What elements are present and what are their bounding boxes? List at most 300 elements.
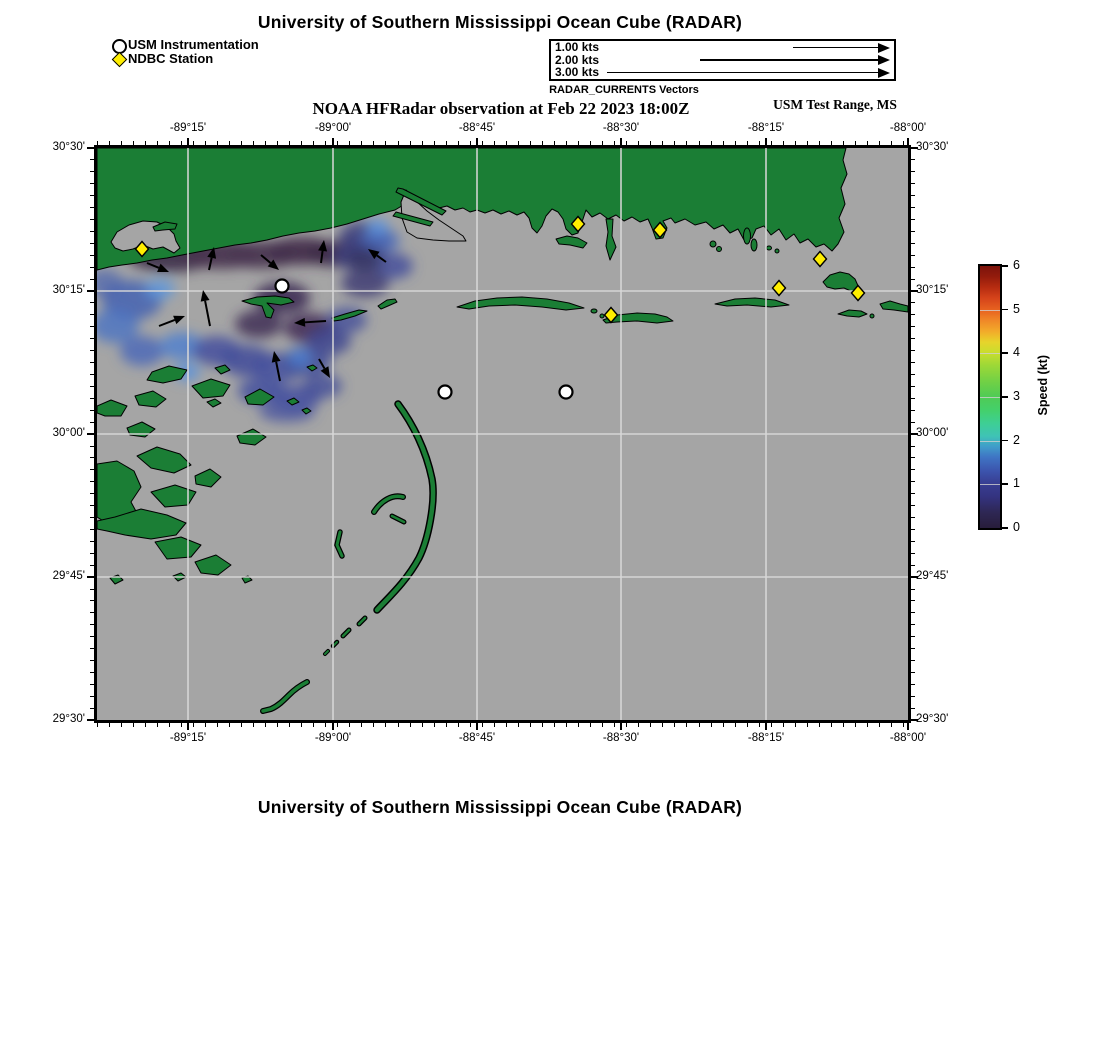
major-tick bbox=[620, 723, 622, 730]
colorbar-tick bbox=[1002, 440, 1008, 442]
minor-tick bbox=[90, 612, 94, 613]
minor-tick bbox=[614, 723, 615, 727]
page-title: University of Southern Mississippi Ocean Cube (RADAR) bbox=[257, 12, 743, 32]
minor-tick bbox=[90, 529, 94, 530]
scale-arrowhead-icon bbox=[878, 43, 890, 53]
minor-tick bbox=[434, 723, 435, 727]
islet bbox=[744, 228, 751, 244]
minor-tick bbox=[458, 141, 459, 145]
lon-tick-label: -88°00' bbox=[889, 732, 927, 744]
colorbar-tick bbox=[1002, 352, 1008, 354]
minor-tick bbox=[90, 684, 94, 685]
minor-tick bbox=[911, 469, 915, 470]
major-tick bbox=[87, 433, 94, 435]
legend-label-ndbc: NDBC Station bbox=[128, 51, 214, 66]
colorbar-gridline bbox=[980, 484, 1000, 485]
minor-tick bbox=[911, 446, 915, 447]
minor-tick bbox=[843, 723, 844, 727]
usm-instrument-marker bbox=[439, 386, 452, 399]
minor-tick bbox=[602, 723, 603, 727]
minor-tick bbox=[90, 326, 94, 327]
minor-tick bbox=[121, 723, 122, 727]
minor-tick bbox=[145, 723, 146, 727]
minor-tick bbox=[301, 141, 302, 145]
minor-tick bbox=[771, 141, 772, 145]
minor-tick bbox=[903, 141, 904, 145]
minor-tick bbox=[911, 624, 915, 625]
minor-tick bbox=[879, 723, 880, 727]
minor-tick bbox=[638, 723, 639, 727]
lon-tick-label: -88°15' bbox=[747, 732, 785, 744]
colorbar-tick-label: 0 bbox=[1013, 520, 1020, 534]
minor-tick bbox=[361, 723, 362, 727]
minor-tick bbox=[506, 141, 507, 145]
minor-tick bbox=[482, 141, 483, 145]
minor-tick bbox=[735, 141, 736, 145]
scale-arrow-shaft bbox=[700, 59, 878, 61]
minor-tick bbox=[422, 723, 423, 727]
minor-tick bbox=[554, 723, 555, 727]
minor-tick bbox=[90, 696, 94, 697]
minor-tick bbox=[911, 302, 915, 303]
minor-tick bbox=[711, 141, 712, 145]
lat-tick-label: 30°00' bbox=[916, 427, 949, 439]
minor-tick bbox=[193, 141, 194, 145]
lon-tick-label: -88°15' bbox=[747, 122, 785, 134]
minor-tick bbox=[90, 553, 94, 554]
minor-tick bbox=[831, 723, 832, 727]
minor-tick bbox=[843, 141, 844, 145]
minor-tick bbox=[911, 505, 915, 506]
minor-tick bbox=[674, 141, 675, 145]
minor-tick bbox=[911, 636, 915, 637]
minor-tick bbox=[911, 374, 915, 375]
minor-tick bbox=[867, 723, 868, 727]
minor-tick bbox=[90, 446, 94, 447]
minor-tick bbox=[90, 231, 94, 232]
lon-tick-label: -88°30' bbox=[602, 122, 640, 134]
colorbar-tick bbox=[1002, 527, 1008, 529]
minor-tick bbox=[911, 589, 915, 590]
minor-tick bbox=[626, 141, 627, 145]
minor-tick bbox=[530, 723, 531, 727]
ndbc-station-icon bbox=[112, 52, 128, 68]
vector-shaft bbox=[305, 321, 326, 322]
minor-tick bbox=[911, 565, 915, 566]
minor-tick bbox=[795, 141, 796, 145]
minor-tick bbox=[90, 505, 94, 506]
minor-tick bbox=[506, 723, 507, 727]
minor-tick bbox=[638, 141, 639, 145]
minor-tick bbox=[807, 141, 808, 145]
minor-tick bbox=[289, 141, 290, 145]
minor-tick bbox=[911, 231, 915, 232]
scale-row-label: 1.00 kts bbox=[555, 40, 600, 54]
minor-tick bbox=[193, 723, 194, 727]
minor-tick bbox=[711, 723, 712, 727]
minor-tick bbox=[911, 362, 915, 363]
minor-tick bbox=[855, 723, 856, 727]
minor-tick bbox=[855, 141, 856, 145]
minor-tick bbox=[747, 141, 748, 145]
major-tick bbox=[907, 723, 909, 730]
minor-tick bbox=[109, 723, 110, 727]
islet bbox=[751, 239, 757, 251]
minor-tick bbox=[90, 624, 94, 625]
minor-tick bbox=[458, 723, 459, 727]
minor-tick bbox=[265, 141, 266, 145]
minor-tick bbox=[217, 723, 218, 727]
minor-tick bbox=[373, 723, 374, 727]
minor-tick bbox=[90, 493, 94, 494]
minor-tick bbox=[90, 267, 94, 268]
minor-tick bbox=[699, 141, 700, 145]
minor-tick bbox=[90, 708, 94, 709]
scale-arrowhead-icon bbox=[878, 55, 890, 65]
major-tick bbox=[332, 138, 334, 145]
minor-tick bbox=[90, 219, 94, 220]
speed-field-cell bbox=[288, 349, 312, 367]
minor-tick bbox=[911, 338, 915, 339]
lat-tick-label: 29°30' bbox=[52, 713, 85, 725]
bottom-title: University of Southern Mississippi Ocean Cube (RADAR) bbox=[257, 797, 743, 817]
minor-tick bbox=[911, 410, 915, 411]
minor-tick bbox=[911, 171, 915, 172]
islet bbox=[775, 249, 779, 253]
islet bbox=[767, 246, 772, 250]
minor-tick bbox=[911, 422, 915, 423]
minor-tick bbox=[819, 141, 820, 145]
minor-tick bbox=[795, 723, 796, 727]
scale-row-label: 2.00 kts bbox=[555, 52, 600, 67]
minor-tick bbox=[90, 171, 94, 172]
minor-tick bbox=[229, 723, 230, 727]
major-tick bbox=[765, 138, 767, 145]
minor-tick bbox=[337, 723, 338, 727]
legend bbox=[110, 36, 330, 68]
minor-tick bbox=[554, 141, 555, 145]
minor-tick bbox=[301, 723, 302, 727]
minor-tick bbox=[90, 660, 94, 661]
minor-tick bbox=[911, 612, 915, 613]
major-tick bbox=[765, 723, 767, 730]
minor-tick bbox=[229, 141, 230, 145]
minor-tick bbox=[90, 243, 94, 244]
minor-tick bbox=[699, 723, 700, 727]
minor-tick bbox=[90, 279, 94, 280]
islet bbox=[710, 241, 716, 247]
vectors-caption: RADAR_CURRENTS Vectors bbox=[549, 84, 699, 96]
minor-tick bbox=[133, 723, 134, 727]
major-tick bbox=[907, 138, 909, 145]
major-tick bbox=[187, 138, 189, 145]
minor-tick bbox=[241, 141, 242, 145]
minor-tick bbox=[277, 723, 278, 727]
colorbar-gridline bbox=[980, 397, 1000, 398]
minor-tick bbox=[470, 141, 471, 145]
minor-tick bbox=[90, 374, 94, 375]
colorbar-tick bbox=[1002, 396, 1008, 398]
minor-tick bbox=[90, 600, 94, 601]
islet bbox=[591, 309, 597, 313]
speed-colorbar bbox=[978, 264, 1002, 530]
colorbar-tick bbox=[1002, 265, 1008, 267]
minor-tick bbox=[911, 684, 915, 685]
legend-label-usm: USM Instrumentation bbox=[128, 37, 259, 52]
minor-tick bbox=[325, 141, 326, 145]
lon-tick-label: -88°30' bbox=[602, 732, 640, 744]
major-tick bbox=[332, 723, 334, 730]
minor-tick bbox=[911, 314, 915, 315]
minor-tick bbox=[662, 723, 663, 727]
minor-tick bbox=[911, 553, 915, 554]
minor-tick bbox=[911, 648, 915, 649]
minor-tick bbox=[723, 141, 724, 145]
minor-tick bbox=[911, 708, 915, 709]
observation-subtitle: NOAA HFRadar observation at Feb 22 2023 18:00Z bbox=[312, 99, 690, 118]
minor-tick bbox=[90, 672, 94, 673]
minor-tick bbox=[410, 723, 411, 727]
colorbar-tick-label: 5 bbox=[1013, 301, 1020, 316]
major-tick bbox=[87, 290, 94, 292]
lon-tick-label: -89°15' bbox=[169, 732, 207, 744]
minor-tick bbox=[90, 255, 94, 256]
major-tick bbox=[87, 147, 94, 149]
minor-tick bbox=[349, 723, 350, 727]
minor-tick bbox=[97, 723, 98, 727]
colorbar-tick-label: 4 bbox=[1013, 345, 1020, 360]
speed-field-cell bbox=[367, 219, 389, 235]
minor-tick bbox=[325, 723, 326, 727]
minor-tick bbox=[337, 141, 338, 145]
minor-tick bbox=[90, 481, 94, 482]
scale-row-label: 3.00 kts bbox=[555, 65, 600, 79]
minor-tick bbox=[911, 159, 915, 160]
lat-tick-label: 30°30' bbox=[52, 141, 85, 153]
minor-tick bbox=[566, 141, 567, 145]
colorbar-title: Speed (kt) bbox=[1036, 355, 1050, 416]
minor-tick bbox=[349, 141, 350, 145]
minor-tick bbox=[602, 141, 603, 145]
minor-tick bbox=[911, 481, 915, 482]
minor-tick bbox=[911, 183, 915, 184]
minor-tick bbox=[205, 141, 206, 145]
minor-tick bbox=[911, 207, 915, 208]
minor-tick bbox=[169, 141, 170, 145]
lon-tick-label: -89°00' bbox=[314, 732, 352, 744]
minor-tick bbox=[911, 243, 915, 244]
minor-tick bbox=[911, 219, 915, 220]
minor-tick bbox=[783, 141, 784, 145]
lon-tick-label: -89°00' bbox=[314, 122, 352, 134]
minor-tick bbox=[911, 600, 915, 601]
lon-tick-label: -88°45' bbox=[458, 732, 496, 744]
speed-field-cell bbox=[235, 310, 283, 338]
minor-tick bbox=[157, 723, 158, 727]
minor-tick bbox=[807, 723, 808, 727]
colorbar-gridline bbox=[980, 353, 1000, 354]
minor-tick bbox=[434, 141, 435, 145]
minor-tick bbox=[398, 141, 399, 145]
minor-tick bbox=[759, 723, 760, 727]
minor-tick bbox=[783, 723, 784, 727]
minor-tick bbox=[518, 141, 519, 145]
minor-tick bbox=[277, 141, 278, 145]
lat-tick-label: 29°45' bbox=[916, 570, 949, 582]
vector-scale-box bbox=[549, 39, 896, 81]
lon-tick-label: -88°45' bbox=[458, 122, 496, 134]
minor-tick bbox=[590, 723, 591, 727]
minor-tick bbox=[90, 195, 94, 196]
lat-tick-label: 29°30' bbox=[916, 713, 949, 725]
minor-tick bbox=[578, 723, 579, 727]
minor-tick bbox=[90, 362, 94, 363]
minor-tick bbox=[911, 541, 915, 542]
minor-tick bbox=[90, 457, 94, 458]
minor-tick bbox=[253, 723, 254, 727]
minor-tick bbox=[90, 314, 94, 315]
minor-tick bbox=[911, 672, 915, 673]
minor-tick bbox=[313, 141, 314, 145]
minor-tick bbox=[90, 410, 94, 411]
minor-tick bbox=[650, 141, 651, 145]
minor-tick bbox=[241, 723, 242, 727]
minor-tick bbox=[169, 723, 170, 727]
colorbar-tick-label: 1 bbox=[1013, 476, 1020, 491]
lon-tick-label: -88°00' bbox=[889, 122, 927, 134]
minor-tick bbox=[181, 141, 182, 145]
minor-tick bbox=[911, 517, 915, 518]
lat-tick-label: 29°45' bbox=[52, 570, 85, 582]
minor-tick bbox=[735, 723, 736, 727]
minor-tick bbox=[133, 141, 134, 145]
minor-tick bbox=[361, 141, 362, 145]
minor-tick bbox=[911, 350, 915, 351]
minor-tick bbox=[911, 457, 915, 458]
minor-tick bbox=[385, 723, 386, 727]
minor-tick bbox=[470, 723, 471, 727]
minor-tick bbox=[90, 183, 94, 184]
minor-tick bbox=[578, 141, 579, 145]
minor-tick bbox=[109, 141, 110, 145]
major-tick bbox=[476, 138, 478, 145]
minor-tick bbox=[530, 141, 531, 145]
minor-tick bbox=[911, 398, 915, 399]
minor-tick bbox=[121, 141, 122, 145]
lat-tick-label: 30°15' bbox=[916, 284, 949, 296]
minor-tick bbox=[614, 141, 615, 145]
lat-tick-label: 30°30' bbox=[916, 141, 949, 153]
minor-tick bbox=[723, 723, 724, 727]
scale-arrow-shaft bbox=[793, 47, 878, 49]
minor-tick bbox=[205, 723, 206, 727]
lon-tick-label: -89°15' bbox=[169, 122, 207, 134]
minor-tick bbox=[289, 723, 290, 727]
minor-tick bbox=[867, 141, 868, 145]
major-tick bbox=[476, 723, 478, 730]
speed-field-cell bbox=[120, 336, 164, 366]
colorbar-tick-label: 2 bbox=[1013, 432, 1020, 447]
minor-tick bbox=[771, 723, 772, 727]
minor-tick bbox=[90, 469, 94, 470]
minor-tick bbox=[265, 723, 266, 727]
minor-tick bbox=[398, 723, 399, 727]
minor-tick bbox=[911, 696, 915, 697]
minor-tick bbox=[674, 723, 675, 727]
minor-tick bbox=[446, 723, 447, 727]
major-tick bbox=[187, 723, 189, 730]
major-tick bbox=[87, 576, 94, 578]
minor-tick bbox=[90, 207, 94, 208]
minor-tick bbox=[410, 141, 411, 145]
minor-tick bbox=[891, 141, 892, 145]
scale-arrow-shaft bbox=[607, 72, 878, 74]
minor-tick bbox=[494, 141, 495, 145]
usm-instrument-marker bbox=[276, 280, 289, 293]
minor-tick bbox=[542, 141, 543, 145]
minor-tick bbox=[482, 723, 483, 727]
minor-tick bbox=[90, 648, 94, 649]
minor-tick bbox=[422, 141, 423, 145]
colorbar-tick-label: 3 bbox=[1013, 389, 1020, 403]
colorbar-tick bbox=[1002, 309, 1008, 311]
minor-tick bbox=[566, 723, 567, 727]
minor-tick bbox=[911, 326, 915, 327]
minor-tick bbox=[145, 141, 146, 145]
minor-tick bbox=[590, 141, 591, 145]
minor-tick bbox=[911, 493, 915, 494]
minor-tick bbox=[90, 589, 94, 590]
minor-tick bbox=[373, 141, 374, 145]
colorbar-tick bbox=[1002, 483, 1008, 485]
minor-tick bbox=[90, 302, 94, 303]
minor-tick bbox=[90, 350, 94, 351]
minor-tick bbox=[911, 279, 915, 280]
minor-tick bbox=[911, 255, 915, 256]
islet bbox=[870, 314, 874, 318]
minor-tick bbox=[911, 267, 915, 268]
minor-tick bbox=[747, 723, 748, 727]
minor-tick bbox=[891, 723, 892, 727]
minor-tick bbox=[90, 338, 94, 339]
minor-tick bbox=[90, 517, 94, 518]
minor-tick bbox=[626, 723, 627, 727]
minor-tick bbox=[879, 141, 880, 145]
minor-tick bbox=[518, 723, 519, 727]
usm-instrument-marker bbox=[560, 386, 573, 399]
minor-tick bbox=[819, 723, 820, 727]
scale-arrowhead-icon bbox=[878, 68, 890, 78]
speed-field-cell bbox=[302, 374, 342, 398]
minor-tick bbox=[385, 141, 386, 145]
minor-tick bbox=[446, 141, 447, 145]
map-plot-area bbox=[94, 145, 911, 723]
colorbar-gridline bbox=[980, 310, 1000, 311]
minor-tick bbox=[90, 422, 94, 423]
minor-tick bbox=[903, 723, 904, 727]
minor-tick bbox=[494, 723, 495, 727]
minor-tick bbox=[90, 159, 94, 160]
minor-tick bbox=[650, 723, 651, 727]
speed-field-cell bbox=[341, 269, 389, 297]
minor-tick bbox=[181, 723, 182, 727]
minor-tick bbox=[911, 195, 915, 196]
lat-tick-label: 30°00' bbox=[52, 427, 85, 439]
major-tick bbox=[620, 138, 622, 145]
minor-tick bbox=[90, 565, 94, 566]
minor-tick bbox=[831, 141, 832, 145]
islet bbox=[717, 247, 722, 252]
